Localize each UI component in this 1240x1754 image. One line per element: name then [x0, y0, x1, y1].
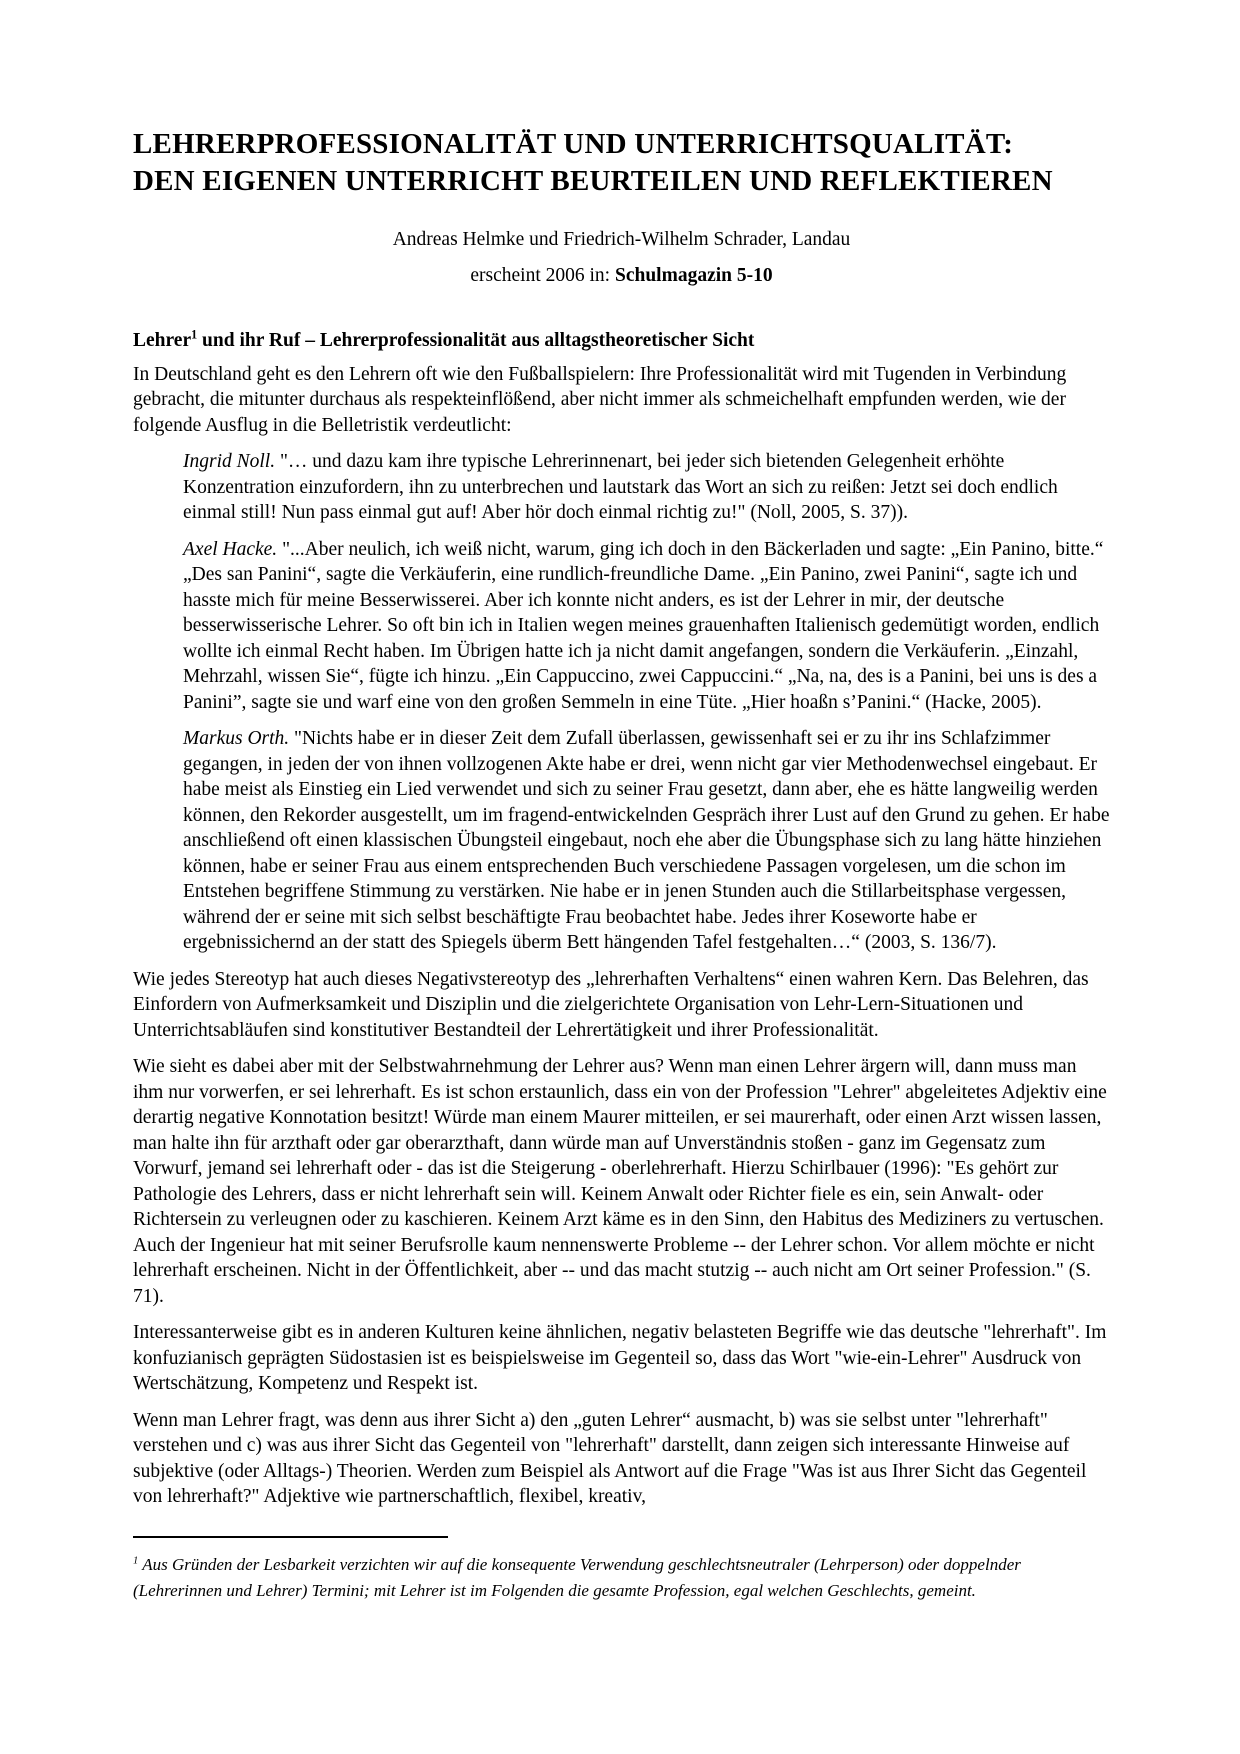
- footnote-marker: 1: [133, 1554, 139, 1566]
- footnote-area: [133, 1536, 1110, 1604]
- quote-author: Markus Orth.: [183, 728, 290, 749]
- title-line-1: LEHRERPROFESSIONALITÄT UND UNTERRICHTSQUALITÄT:: [133, 128, 1014, 160]
- paragraph-stereotype: Wie jedes Stereotyp hat auch dieses Negativstereotyp des „lehrerhaften Verhaltens“ einen wahren Kern. Das Belehren, das Einfordern von Aufmerksamkeit und Disziplin und die zielgerichtete Organisation von Lehr-Lern-Situationen und Unterrichtsabläufen sind konstitutiver Bestandteil der Lehrertätigkeit und ihrer Professionalität.: [133, 968, 1089, 1041]
- article-body: [133, 328, 1110, 1510]
- paragraph-selbstwahrnehmung: Wie sieht es dabei aber mit der Selbstwahrnehmung der Lehrer aus? Wenn man einen Lehrer ärgern will, dann muss man ihm nur vorwerfen, er sei lehrerhaft. Es ist schon erstaunlich, dass ein von der Profession "Lehrer" abgeleitetes Adjektiv eine derartig negative Konnotation besitzt! Würde man einem Maurer mitteilen, er sei maurerhaft, oder einen Arzt wissen lassen, man halte ihn für arzthaft oder gar oberarzthaft, dann würde man auf Unverständnis stoßen - ganz im Gegensatz zum Vorwurf, jemand sei lehrerhaft oder - das ist die Steigerung - oberlehrerhaft. Hierzu Schirlbauer (1996): "Es gehört zur Pathologie des Lehrers, dass er nicht lehrerhaft sein will. Keinem Anwalt oder Richter fiele es ein, sein Anwalt- oder Richtersein zu verleugnen oder zu kaschieren. Keinem Arzt käme es in den Sinn, den Habitus des Mediziners zu vertuschen. Auch der Ingenieur hat mit seiner Berufsrolle kaum nennenswerte Probleme -- der Lehrer schon. Vor allem möchte er nicht lehrerhaft erscheinen. Nicht in der Öffentlichkeit, aber -- und das macht stutzig -- auch nicht am Ort seiner Profession." (S. 71).: [133, 1056, 1107, 1307]
- quote-ingrid-noll: [183, 449, 1110, 526]
- quote-author: Ingrid Noll.: [183, 451, 276, 472]
- page-title: [133, 126, 1110, 200]
- publication-name: Schulmagazin 5-10: [614, 264, 773, 286]
- title-line-2: DEN EIGENEN UNTERRICHT BEURTEILEN UND REFLEKTIEREN: [133, 165, 1053, 197]
- publication-line: [133, 263, 1110, 289]
- section-heading-text: Lehrer: [133, 330, 192, 351]
- quote-markus-orth: [183, 726, 1110, 956]
- footnote-text: Aus Gründen der Lesbarkeit verzichten wir auf die konsequente Verwendung geschlechtsneutraler (Lehrperson) oder doppelnder (Lehrerinnen und Lehrer) Termini; mit Lehrer ist im Folgenden die gesamte Profession, egal welchen Geschlechts, gemeint.: [133, 1554, 1021, 1600]
- quote-text: "Nichts habe er in dieser Zeit dem Zufall überlassen, gewissenhaft sei er zu ihr ins Schlafzimmer gegangen, in jeden der von ihnen vollzogenen Akte habe er drei, wenn nicht gar vier Methodenwechsel eingebaut. Er habe meist als Einstieg ein Lied verwendet und sich zu seiner Frau gesetzt, dann aber, ehe es hätte langweilig werden können, den Rekorder ausgestellt, um im fragend-entwickelnden Gespräch ihrer Lust auf den Grund zu gehen. Er habe anschließend oft einen klassischen Übungsteil eingebaut, noch ehe aber die Übungsphase sich zu lang hätte hinziehen können, habe er seiner Frau aus einem entsprechenden Buch verschiedene Passagen vorgelesen, um die schon im Entstehen begriffene Stimmung zu verstärken. Nie habe er in jenen Stunden auch die Stillarbeitsphase vergessen, während der er seine mit sich selbst beschäftigte Frau beobachtet habe. Jedes ihrer Koseworte habe er ergebnissichernd an der statt des Spiegels überm Bett hängenden Tafel festgehalten…“ (2003, S. 136/7).: [183, 728, 1110, 953]
- paragraph-kulturen: Interessanterweise gibt es in anderen Kulturen keine ähnlichen, negativ belasteten Begriffe wie das deutsche "lehrerhaft". Im konfuzianisch geprägten Südostasien ist es beispielsweise im Gegenteil so, dass das Wort "wie-ein-Lehrer" Ausdruck von Wertschätzung, Kompetenz und Respekt ist.: [133, 1322, 1107, 1394]
- footnote-reference-marker: 1: [191, 327, 198, 342]
- section-heading-rest: und ihr Ruf – Lehrerprofessionalität aus alltagstheoretischer Sicht: [197, 330, 755, 351]
- quote-author: Axel Hacke.: [183, 538, 278, 560]
- quote-text: "...Aber neulich, ich weiß nicht, warum, ging ich doch in den Bäckerladen und sagte: „Ein Panino, bitte.“ „Des san Panini“, sagte die Verkäuferin, eine rundlich-freundliche Dame. „Ein Panino, zwei Panini“, sagte ich und hasste mich für meine Besserwisserei. Aber ich konnte nicht anders, es ist der Lehrer in mir, der deutsche besserwisserische Lehrer. So oft bin ich in Italien wegen meines grauenhaften Italienisch gedemütigt worden, endlich wollte ich einmal Recht haben. Im Übrigen hatte ich ja nicht damit angefangen, sondern die Verkäuferin. „Einzahl, Mehrzahl, wissen Sie“, fügte ich hinzu. „Ein Cappuccino, zwei Cappuccini.“ „Na, na, des is a Panini, bei uns is des a Panini”, sagte sie und warf eine von den großen Semmeln in eine Tüte. „Hier hoaßn s’Panini.“ (Hacke, 2005).: [183, 538, 1104, 713]
- authors-line: Andreas Helmke und Friedrich-Wilhelm Schrader, Landau: [392, 229, 851, 250]
- paragraph-intro: In Deutschland geht es den Lehrern oft wie den Fußballspielern: Ihre Professionalität wird mit Tugenden in Verbindung gebracht, die mitunter durchaus als respekteinflößend, aber nicht immer als schmeichelhaft empfunden werden, wie der folgende Ausflug in die Belletristik verdeutlicht:: [133, 363, 1067, 436]
- quote-text: "… und dazu kam ihre typische Lehrerinnenart, bei jeder sich bietenden Gelegenheit erhöhte Konzentration einzufordern, ihn zu unterbrechen und lautstark das Wort an sich zu reißen: Jetzt sei doch endlich einmal still! Nun pass einmal gut auf! Aber hör doch einmal richtig zu!" (Noll, 2005, S. 37)).: [183, 451, 1058, 523]
- footnote-divider: [133, 1536, 448, 1538]
- footnote: [133, 1552, 1110, 1604]
- publication-prefix: erscheint 2006 in:: [470, 264, 615, 286]
- section-heading: [133, 328, 1110, 354]
- document-header: [133, 126, 1110, 288]
- paragraph-frage: Wenn man Lehrer fragt, was denn aus ihrer Sicht a) den „guten Lehrer“ ausmacht, b) was sie selbst unter "lehrerhaft" verstehen und c) was aus ihrer Sicht das Gegenteil von "lehrerhaft" darstellt, dann zeigen sich interessante Hinweise auf subjektive (oder Alltags-) Theorien. Werden zum Beispiel als Antwort auf die Frage "Was ist aus Ihrer Sicht das Gegenteil von lehrerhaft?" Adjektive wie partnerschaftlich, flexibel, kreativ,: [133, 1409, 1087, 1507]
- quote-axel-hacke: [183, 537, 1110, 716]
